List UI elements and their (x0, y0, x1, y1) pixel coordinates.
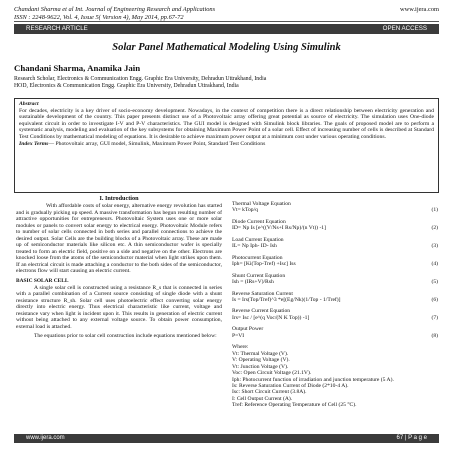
abstract-box (14, 98, 439, 193)
equation-block (232, 308, 438, 321)
equation-number: (7) (431, 314, 438, 321)
footer-site: www.ijera.com (26, 435, 65, 441)
symbol-definition: Isc: Short Circuit Current (3.8A). (232, 389, 307, 396)
equation-name: Load Current Equation (232, 236, 284, 243)
symbol-definition: Voc: Open Circuit Voltage (21.1V). (232, 370, 312, 377)
equations-intro: The equations prior to solar cell construction include equations mentioned below: (34, 333, 217, 340)
equation-expression: P=VI (232, 332, 245, 339)
equation-row (232, 315, 438, 321)
intro-paragraph: With affordable costs of solar energy, alternative energy revolution has started and is gradually picking up speed. A massive transformation has begun resulting number of attractive opportunities for entrepreneurs. Photovoltaic System uses one or more solar modules or panels to convert solar energy to electrical energy. Photovoltaic Module refers to number of solar cells connected in both series and parallel connections to achieve the desired output. Solar Cells are the building blocks of a Photovoltaic array. These are made up of semiconductor materials like silicon etc. A thin semiconductor wafer is specially treated to form an electric field, positive on a side and negative on the other. Electrons are knocked loose from the atoms of the semiconductor material when light strikes upon them. If an electrical circuit is made attaching a conductor to the both sides of the semiconductor, electrons flow will start causing an electric current. (16, 203, 222, 274)
where-label: Where: (232, 344, 249, 351)
definition-list (232, 351, 438, 409)
equation-name: Shunt Current Equation (232, 272, 286, 279)
article-type-band (14, 24, 439, 34)
symbol-definition: I: Cell Output Current (A). (232, 395, 293, 402)
equation-number: (6) (431, 296, 438, 303)
symbol-definition: Vt: Thermal Voltage (V). (232, 350, 289, 357)
equation-block (232, 201, 438, 214)
equation-name: Thermal Voltage Equation (232, 201, 291, 207)
citation-header (14, 6, 215, 21)
equation-expression: IL= Np Iph- ID- Ish (232, 243, 277, 250)
equation-name: Reverse Saturation Current (232, 290, 293, 297)
section-heading-introduction: I. Introduction (99, 195, 139, 202)
equation-block (232, 255, 438, 268)
equation-row (232, 279, 438, 285)
equation-expression: Iph= [Ki(Top-Tref) +Isc] Iss (232, 261, 296, 268)
footer-band (14, 434, 439, 443)
basic-solar-cell-heading: BASIC SOLAR CELL (16, 278, 69, 285)
affiliation-2: HOD, Electronics & Communication Engg. Graphic Era University, Dehradun Uttrakhand, India (14, 82, 239, 89)
page-number: 67 | P a g e (396, 435, 427, 441)
affiliation-1: Research Scholar, Electronics & Communication Engg. Graphic Era University, Dehradun Uttrakhand, India (14, 76, 267, 82)
equation-expression: Irs= Isc / [e^(q Voc/(N K Top)) -1] (232, 314, 310, 321)
equation-number: (8) (431, 332, 438, 339)
open-access-label: OPEN ACCESS (382, 25, 427, 32)
equation-row (232, 243, 438, 249)
equation-expression: Ish = (IRs+V)/Rsh (232, 279, 274, 286)
equation-block (232, 326, 438, 339)
equation-number: (5) (431, 279, 438, 286)
symbol-definition: Is: Reverse Saturation Current of Diode (2*10-4 A). (232, 382, 349, 389)
index-terms-label: Index Terms (19, 140, 49, 147)
equation-row (232, 225, 438, 231)
equation-name: Output Power (232, 326, 264, 333)
abstract-text: For decades, electricity is a key driver of socio-economy development. Nowadays, in the context of competition there is a direct relationship between electricity generation and sustainable development of the country. This paper presents distinct use of a Photovoltaic array offering great potential as source of electricity. The simulation uses One-diode equivalent circuit in order to investigate I-V and P-V characteristics. The GUI model is designed with Simulink block libraries. The goals of proposed model are to perform a systematic analysis, modeling and evaluation of the key subsystems for obtaining Maximum Power Point of a solar cell. Effect of increasing number of cells is described at Standard Test Conditions by mathematical modeling of equations. It is desirable to achieve maximum power output at a minimum cost under various operating conditions. (19, 107, 434, 140)
abstract-heading: Abstract (19, 101, 39, 107)
equation-number: (1) (431, 207, 438, 214)
right-column (232, 196, 438, 409)
authors: Chandani Sharma, Anamika Jain (14, 63, 141, 73)
left-column (16, 196, 222, 340)
equation-name: Diode Current Equation (232, 218, 286, 225)
paper-title: Solar Panel Mathematical Modeling Using Simulink (112, 42, 341, 53)
equation-list (232, 201, 438, 339)
basic-solar-cell-paragraph: A single solar cell is constructed using a resistance R_s that is connected in series with a parallel combination of a Current source consisting of single diode with a shunt resistance structure R_sh. Solar cell uses photoelectric effect converting solar energy directly into electric energy. Thus electrical characteristic like current, voltage and resistance vary when light is incident upon it. This results in generation of electric current without being attached to any external voltage source. To obtain power consumption, external load is attached. (16, 284, 222, 330)
equation-number: (3) (431, 243, 438, 250)
citation-line-1: Chandani Sharma et al Int. Journal of Engineering Research and Applications (14, 6, 216, 13)
symbol-definition: Tref: Reference Operating Temperature of Cell (25 °C). (232, 402, 357, 409)
equation-name: Reverse Current Equation (232, 308, 291, 315)
index-terms-text: — Photovoltaic array, GUI model, Simulink, Maximum Power Point, Standard Test Conditions (48, 140, 266, 147)
symbol-definition: V: Operating Voltage (V). (232, 357, 290, 364)
equation-expression: ID= Np Is [e^((V/Ns+I Rs/Np)/(n Vt)) -1] (232, 225, 326, 232)
equation-row (232, 297, 438, 303)
equation-block (232, 237, 438, 250)
affiliations (14, 76, 439, 90)
equation-number: (4) (431, 261, 438, 268)
symbol-definition: Iph: Photocurrent function of irradiation and junction temperature (5 A). (232, 376, 394, 383)
equation-block (232, 273, 438, 286)
equation-block (232, 219, 438, 232)
symbol-definition: Vt: Junction Voltage (V). (232, 363, 289, 370)
index-terms (19, 141, 434, 148)
equation-row (232, 207, 438, 213)
equation-row (232, 333, 438, 339)
equation-number: (2) (431, 225, 438, 232)
equation-block (232, 291, 438, 304)
research-article-label: RESEARCH ARTICLE (26, 25, 88, 32)
header-rule (14, 21, 439, 22)
equation-expression: Is = Irs(Top/Tref)^3 *e[(Eg/Nk)(1/Top - 1/Tref)] (232, 296, 341, 303)
equation-row (232, 261, 438, 267)
equation-expression: Vt= kTop/q (232, 207, 258, 214)
equation-name: Photocurrent Equation (232, 254, 283, 261)
citation-line-2: ISSN : 2248-9622, Vol. 4, Issue 5( Version 4), May 2014, pp.67-72 (14, 13, 184, 21)
journal-site: www.ijera.com (400, 6, 439, 13)
